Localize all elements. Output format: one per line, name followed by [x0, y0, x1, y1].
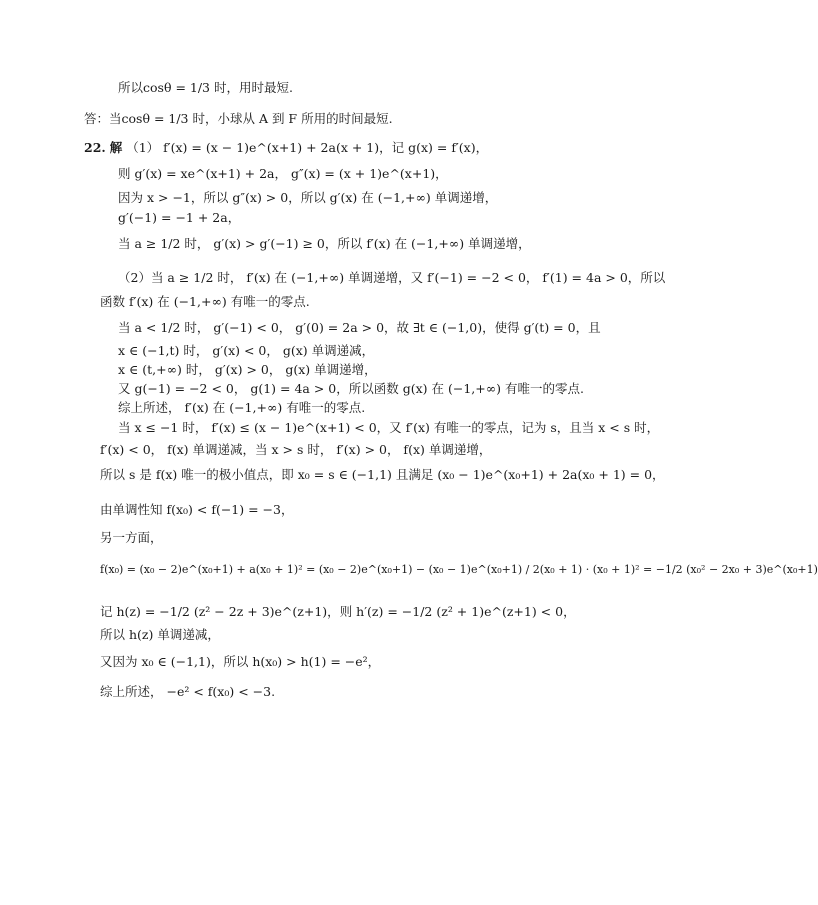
- line-16: f′(x) < 0， f(x) 单调递减，当 x > s 时， f′(x) > 0， f(x) 单调递增，: [100, 442, 492, 457]
- line-9: 函数 f′(x) 在 (−1,+∞) 有唯一的零点.: [100, 294, 310, 309]
- line-13: 又 g(−1) = −2 < 0， g(1) = 4a > 0，所以函数 g(x) 在 (−1,+∞) 有唯一的零点.: [118, 381, 584, 396]
- line-8: （2）当 a ≥ 1/2 时， f′(x) 在 (−1,+∞) 单调递增，又 f′(−1) = −2 < 0， f′(1) = 4a > 0，所以: [118, 270, 666, 285]
- line-20-equation: f(x₀) = (x₀ − 2)e^(x₀+1) + a(x₀ + 1)² = (x₀ − 2)e^(x₀+1) − (x₀ − 1)e^(x₀+1) / 2(x₀ + 1) · (x₀ + 1)² = −1/2 (x₀² − 2x₀ + 3)e^(x₀+1): [100, 563, 818, 576]
- line-3-text: （1） f′(x) = (x − 1)e^(x+1) + 2a(x + 1)，记 g(x) = f′(x)，: [126, 140, 489, 155]
- line-15: 当 x ≤ −1 时， f′(x) ≤ (x − 1)e^(x+1) < 0，又 f′(x) 有唯一的零点，记为 s，且当 x < s 时，: [118, 420, 660, 435]
- line-17: 所以 s 是 f(x) 唯一的极小值点，即 x₀ = s ∈ (−1,1) 且满足 (x₀ − 1)e^(x₀+1) + 2a(x₀ + 1) = 0，: [100, 467, 665, 482]
- line-4: 则 g′(x) = xe^(x+1) + 2a， g″(x) = (x + 1)e^(x+1)，: [118, 166, 448, 181]
- line-19: 另一方面，: [100, 530, 163, 545]
- line-24: 综上所述， −e² < f(x₀) < −3.: [100, 684, 276, 699]
- line-7: 当 a ≥ 1/2 时， g′(x) > g′(−1) ≥ 0，所以 f′(x) 在 (−1,+∞) 单调递增，: [118, 236, 531, 251]
- line-2: 答：当cosθ = 1/3 时，小球从 A 到 F 所用的时间最短.: [84, 111, 393, 126]
- line-21: 记 h(z) = −1/2 (z² − 2z + 3)e^(z+1)，则 h′(z) = −1/2 (z² + 1)e^(z+1) < 0，: [100, 604, 576, 619]
- line-1: 所以cosθ = 1/3 时，用时最短.: [118, 80, 293, 95]
- line-23: 又因为 x₀ ∈ (−1,1)，所以 h(x₀) > h(1) = −e²，: [100, 654, 381, 669]
- line-5: 因为 x > −1，所以 g″(x) > 0，所以 g′(x) 在 (−1,+∞) 单调递增，: [118, 190, 498, 205]
- line-11: x ∈ (−1,t) 时， g′(x) < 0， g(x) 单调递减，: [118, 343, 375, 358]
- line-10: 当 a < 1/2 时， g′(−1) < 0， g′(0) = 2a > 0，故 ∃t ∈ (−1,0)，使得 g′(t) = 0，且: [118, 320, 601, 335]
- line-6: g′(−1) = −1 + 2a，: [118, 210, 241, 225]
- solution-label: 解: [109, 140, 123, 155]
- line-22: 所以 h(z) 单调递减，: [100, 627, 220, 642]
- line-12: x ∈ (t,+∞) 时， g′(x) > 0， g(x) 单调递增，: [118, 362, 377, 377]
- line-3: [84, 140, 488, 156]
- line-14: 综上所述， f′(x) 在 (−1,+∞) 有唯一的零点.: [118, 400, 366, 415]
- problem-number: 22.: [84, 140, 106, 155]
- line-18: 由单调性知 f(x₀) < f(−1) = −3，: [100, 502, 294, 517]
